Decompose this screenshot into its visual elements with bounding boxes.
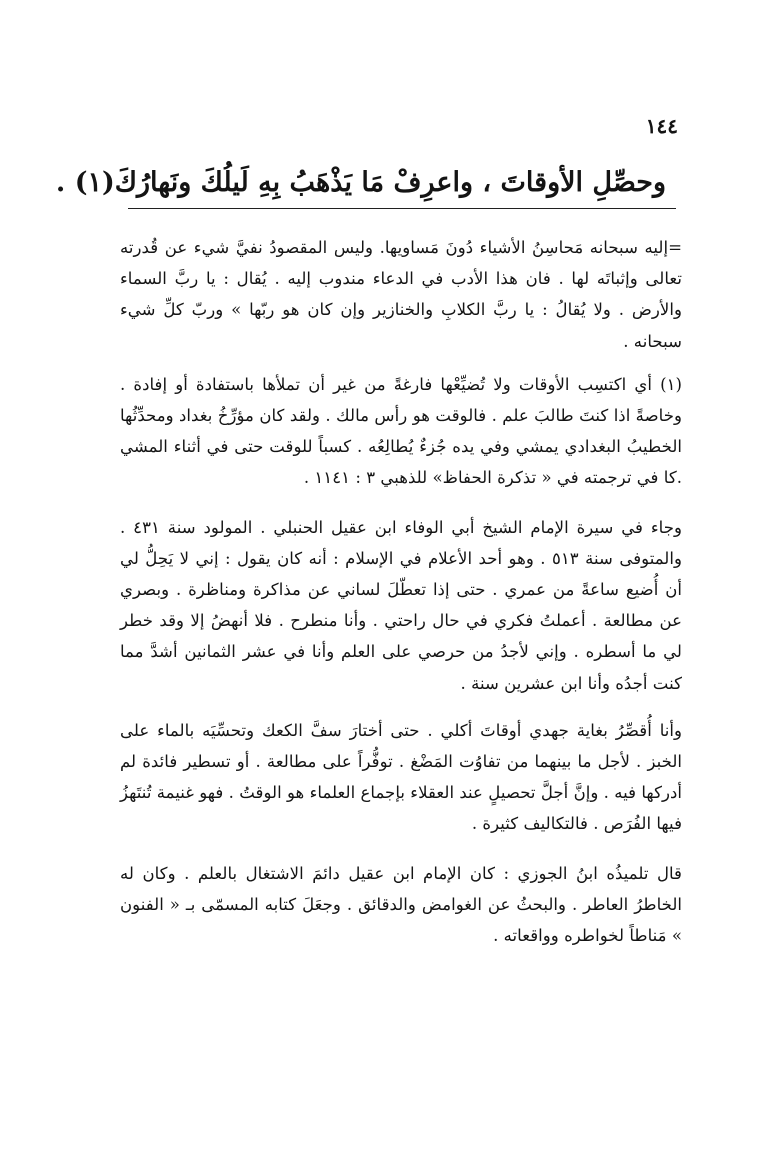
ibn-al-jawzi-quote-paragraph: قال تلميذُه ابنُ الجوزي : كان الإمام ابن عقيل دائمَ الاشتغال بالعلم . وكان له الخاطرُ العاطر . والبحثُ عن الغوامض والدقائق . وجعَلَ كتابه المسمّى بـ « الفنون » مَناطاً لخواطره وواقعاته . bbox=[120, 863, 682, 946]
footnote-separator bbox=[128, 208, 676, 209]
footnotes bbox=[120, 228, 682, 951]
footnote-1-paragraph: (١) أي اكتسِب الأوقات ولا تُضيِّعْها فارغةً من غير أن تملأها باستفادة أو إفادة . وخاصةً اذا كنتَ طالبَ علم . فالوقت هو رأس مالك . ولقد كان مؤرِّخُ بغداد ومحدِّثُها الخطيبُ البغدادي يمشي وفي يده جُزءٌ يُطالِعُه . كسباً للوقت حتى في أثناء المشي .كا في ترجمته في « تذكرة الحفاظ» للذهبي ٣ : ١١٤١ . bbox=[120, 374, 682, 488]
footnote-continuation-paragraph: =إليه سبحانه مَحاسِنُ الأشياء دُونَ مَساويها. وليس المقصودُ نفيَّ شيء عن قُدرته تعالى وإثباتَه لها . فان هذا الأدب في الدعاء مندوب إليه . يُقال : يا ربَّ السماء والأرض . ولا يُقالُ : يا ربَّ الكلابِ والخنازير وإن كان هو ربّها » وربّ كلِّ شيء سبحانه . bbox=[120, 238, 682, 351]
page-number: ١٤٤ bbox=[645, 114, 678, 138]
verse-line: وحصِّلِ الأوقاتَ ، واعرِفْ مَا يَذْهَبُ بِهِ لَيلُكَ ونَهارُكَ(١) . bbox=[55, 167, 666, 198]
ibn-aqil-biography-paragraph: وجاء في سيرة الإمام الشيخ أبي الوفاء ابن عقيل الحنبلي . المولود سنة ٤٣١ . والمتوفى سنة ٥١٣ . وهو أحد الأعلام في الإسلام : أنه كان يقول : إني لا يَحِلُّ لي أن أُضيع ساعةً من عمري . حتى إذا تعطّلَ لساني عن مذاكرة ومناظرة . وبصري عن مطالعة . أعملتُ فكري في حال راحتي . وأنا منطرح . فلا أنهضُ إلا وقد خطر لي ما أسطره . وإني لأجدُ من حرصي على العلم وأنا في عشر الثمانين أشدَّ مما كنت أجدُه وأنا ابن عشرين سنة . bbox=[120, 517, 682, 693]
ibn-aqil-habits-paragraph: وأنا أُقصِّرُ بغاية جهدي أوقاتَ أكلي . حتى أختارَ سفَّ الكعك وتحسِّيَه بالماء على الخبز . لأجل ما بينهما من تفاوُت المَضْغ . توفُّراً على مطالعة . أو تسطير فائدة لم أدركها فيه . وإنَّ أجلَّ تحصيلٍ عند العقلاء بإجماع العلماء هو الوقتُ . فهو غنيمة تُنتَهزُ فيها الفُرَص . فالتكاليف كثيرة . bbox=[120, 720, 682, 834]
